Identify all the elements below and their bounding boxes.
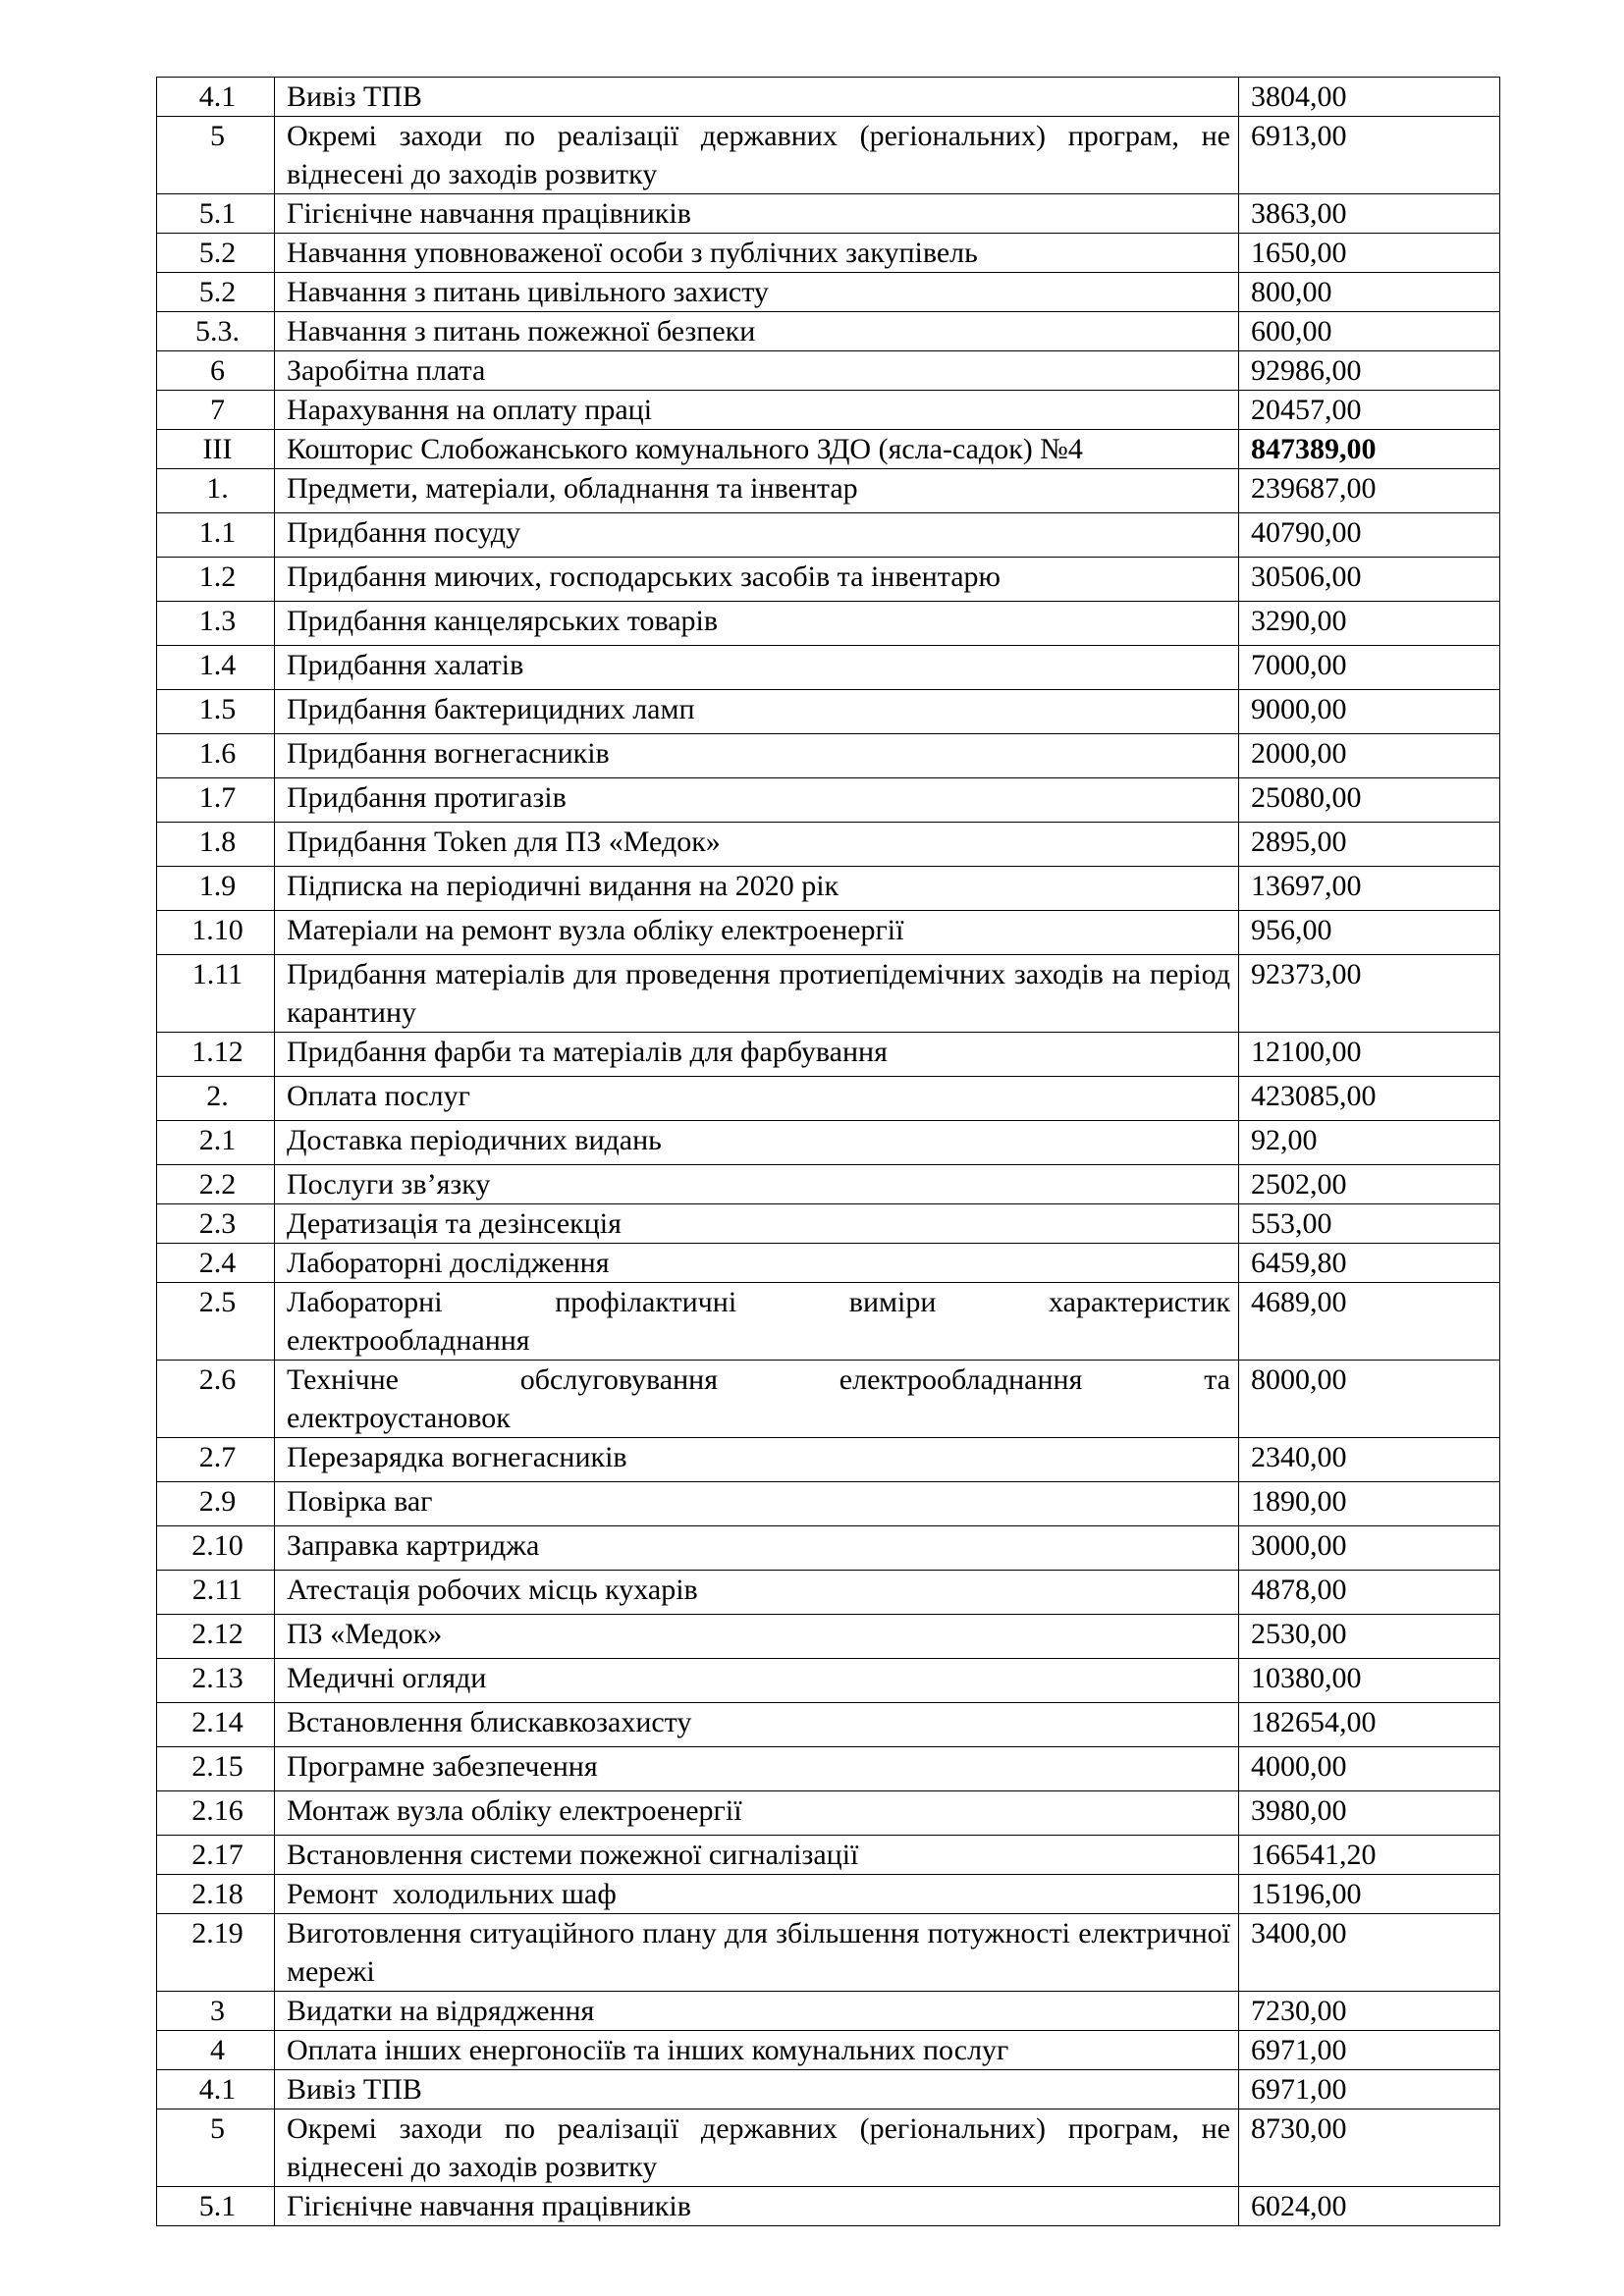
description-word: Технічне [287, 1363, 399, 1396]
row-number: 5 [157, 117, 275, 194]
row-amount: 12100,00 [1239, 1033, 1500, 1077]
row-description: Придбання фарби та матеріалів для фарбування [275, 1033, 1239, 1077]
row-number: 2.18 [157, 1875, 275, 1914]
row-number: 2.13 [157, 1659, 275, 1703]
row-amount: 800,00 [1239, 273, 1500, 312]
table-row [157, 1165, 1500, 1204]
table-row [157, 1077, 1500, 1121]
row-description: Заробітна плата [275, 351, 1239, 391]
row-description: Придбання посуду [275, 513, 1239, 558]
row-amount: 7000,00 [1239, 646, 1500, 690]
row-amount: 3980,00 [1239, 1791, 1500, 1836]
row-number: 1.6 [157, 734, 275, 778]
row-number: 2.5 [157, 1283, 275, 1361]
row-description: Доставка періодичних видань [275, 1121, 1239, 1165]
table-row [157, 312, 1500, 351]
row-description: Придбання халатів [275, 646, 1239, 690]
row-amount: 1890,00 [1239, 1482, 1500, 1526]
row-description: Лабораторні дослідження [275, 1244, 1239, 1283]
row-description: Нарахування на оплату праці [275, 391, 1239, 430]
row-description: Вивіз ТПВ [275, 2070, 1239, 2109]
row-description: Повірка ваг [275, 1482, 1239, 1526]
row-number: 1.12 [157, 1033, 275, 1077]
table-row [157, 1244, 1500, 1283]
row-description: Навчання з питань пожежної безпеки [275, 312, 1239, 351]
row-amount: 9000,00 [1239, 690, 1500, 734]
row-amount: 956,00 [1239, 911, 1500, 955]
row-description: Вивіз ТПВ [275, 78, 1239, 117]
description-line-1 [287, 1283, 1230, 1321]
row-amount: 30506,00 [1239, 558, 1500, 602]
row-description: Кошторис Слобожанського комунального ЗДО (ясла-садок) №4 [275, 430, 1239, 469]
table-row [157, 469, 1500, 513]
row-number: 1. [157, 469, 275, 513]
row-amount: 1650,00 [1239, 234, 1500, 273]
row-number: 4.1 [157, 78, 275, 117]
row-description: Придбання матеріалів для проведення протиепідемічних заходів на період карантину [275, 955, 1239, 1033]
table-row-section-total [157, 430, 1500, 469]
row-amount: 40790,00 [1239, 513, 1500, 558]
row-description: Навчання з питань цивільного захисту [275, 273, 1239, 312]
row-number: 3 [157, 1992, 275, 2031]
table-row [157, 1121, 1500, 1165]
row-amount: 2000,00 [1239, 734, 1500, 778]
table-row [157, 78, 1500, 117]
row-description: Програмне забезпечення [275, 1747, 1239, 1791]
row-number: ІІІ [157, 430, 275, 469]
budget-table [156, 77, 1500, 2226]
row-description: Придбання протигазів [275, 778, 1239, 823]
table-row [157, 1033, 1500, 1077]
row-description: Окремі заходи по реалізації державних (регіональних) програм, не віднесені до заходів розвитку [275, 117, 1239, 194]
row-description: Оплата послуг [275, 1077, 1239, 1121]
row-description: Придбання Token для ПЗ «Медок» [275, 823, 1239, 867]
row-number: 6 [157, 351, 275, 391]
table-row [157, 2070, 1500, 2109]
row-number: 1.9 [157, 867, 275, 911]
row-number: 2.16 [157, 1791, 275, 1836]
row-number: 2.19 [157, 1914, 275, 1992]
row-amount: 166541,20 [1239, 1836, 1500, 1875]
row-amount: 600,00 [1239, 312, 1500, 351]
row-number: 7 [157, 391, 275, 430]
row-description: Встановлення блискавкозахисту [275, 1703, 1239, 1747]
row-description: Встановлення системи пожежної сигналізації [275, 1836, 1239, 1875]
description-word: та [1204, 1363, 1230, 1396]
table-row [157, 1791, 1500, 1836]
table-row [157, 911, 1500, 955]
table-row [157, 1482, 1500, 1526]
row-number: 5 [157, 2109, 275, 2187]
table-row [157, 1836, 1500, 1875]
row-number: 5.2 [157, 273, 275, 312]
row-number: 2.2 [157, 1165, 275, 1204]
row-description: Гігієнічне навчання працівників [275, 194, 1239, 234]
row-number: 2. [157, 1077, 275, 1121]
description-line-2: електрообладнання [287, 1324, 530, 1357]
table-row [157, 2031, 1500, 2070]
row-description: Виготовлення ситуаційного плану для збільшення потужності електричної мережі [275, 1914, 1239, 1992]
row-amount: 2340,00 [1239, 1438, 1500, 1482]
row-number: 1.4 [157, 646, 275, 690]
table-row [157, 823, 1500, 867]
row-amount: 6024,00 [1239, 2187, 1500, 2226]
row-amount: 847389,00 [1239, 430, 1500, 469]
row-description: Окремі заходи по реалізації державних (регіональних) програм, не віднесені до заходів розвитку [275, 2109, 1239, 2187]
row-number: 1.8 [157, 823, 275, 867]
row-amount: 3290,00 [1239, 602, 1500, 646]
row-description: Видатки на відрядження [275, 1992, 1239, 2031]
row-number: 2.1 [157, 1121, 275, 1165]
row-number: 2.9 [157, 1482, 275, 1526]
table-row [157, 1615, 1500, 1659]
table-row [157, 391, 1500, 430]
row-amount: 6459,80 [1239, 1244, 1500, 1283]
row-number: 1.2 [157, 558, 275, 602]
table-row [157, 1914, 1500, 1992]
table-row [157, 1992, 1500, 2031]
row-amount: 4000,00 [1239, 1747, 1500, 1791]
row-amount: 92986,00 [1239, 351, 1500, 391]
table-row [157, 778, 1500, 823]
row-description: Придбання бактерицидних ламп [275, 690, 1239, 734]
row-description: Оплата інших енергоносіїв та інших комунальних послуг [275, 2031, 1239, 2070]
table-row [157, 117, 1500, 194]
row-amount: 2530,00 [1239, 1615, 1500, 1659]
row-number: 2.3 [157, 1204, 275, 1244]
row-amount: 553,00 [1239, 1204, 1500, 1244]
table-row [157, 1703, 1500, 1747]
row-description: ПЗ «Медок» [275, 1615, 1239, 1659]
description-line-2: електроустановок [287, 1402, 511, 1434]
row-amount: 13697,00 [1239, 867, 1500, 911]
row-number: 1.1 [157, 513, 275, 558]
row-description: Матеріали на ремонт вузла обліку електроенергії [275, 911, 1239, 955]
table-row [157, 1747, 1500, 1791]
row-number: 2.17 [157, 1836, 275, 1875]
row-number: 2.7 [157, 1438, 275, 1482]
row-description: Підписка на періодичні видання на 2020 рік [275, 867, 1239, 911]
row-number: 1.11 [157, 955, 275, 1033]
row-amount: 2502,00 [1239, 1165, 1500, 1204]
table-row [157, 646, 1500, 690]
row-number: 4 [157, 2031, 275, 2070]
table-row [157, 273, 1500, 312]
table-row [157, 1361, 1500, 1438]
row-description: Гігієнічне навчання працівників [275, 2187, 1239, 2226]
table-row [157, 1875, 1500, 1914]
row-number: 4.1 [157, 2070, 275, 2109]
table-row [157, 513, 1500, 558]
row-description [275, 1361, 1239, 1438]
table-row [157, 194, 1500, 234]
description-word: Лабораторні [287, 1286, 443, 1318]
table-row [157, 558, 1500, 602]
row-number: 5.1 [157, 2187, 275, 2226]
row-amount: 239687,00 [1239, 469, 1500, 513]
row-amount: 4689,00 [1239, 1283, 1500, 1361]
table-row [157, 1438, 1500, 1482]
row-number: 5.3. [157, 312, 275, 351]
row-number: 2.14 [157, 1703, 275, 1747]
table-row [157, 351, 1500, 391]
description-word: обслуговування [519, 1363, 718, 1396]
table-row [157, 2109, 1500, 2187]
row-number: 5.2 [157, 234, 275, 273]
table-row [157, 1526, 1500, 1571]
description-word: електрообладнання [839, 1363, 1083, 1396]
row-number: 1.10 [157, 911, 275, 955]
row-description: Перезарядка вогнегасників [275, 1438, 1239, 1482]
row-description: Ремонт холодильних шаф [275, 1875, 1239, 1914]
row-amount: 8000,00 [1239, 1361, 1500, 1438]
table-row [157, 1204, 1500, 1244]
row-number: 2.10 [157, 1526, 275, 1571]
description-word: виміри [848, 1286, 937, 1318]
row-amount: 10380,00 [1239, 1659, 1500, 1703]
row-amount: 15196,00 [1239, 1875, 1500, 1914]
row-amount: 8730,00 [1239, 2109, 1500, 2187]
table-row [157, 234, 1500, 273]
row-amount: 25080,00 [1239, 778, 1500, 823]
table-row [157, 1283, 1500, 1361]
row-number: 2.11 [157, 1571, 275, 1615]
row-amount: 3863,00 [1239, 194, 1500, 234]
row-amount: 4878,00 [1239, 1571, 1500, 1615]
row-amount: 2895,00 [1239, 823, 1500, 867]
row-number: 2.4 [157, 1244, 275, 1283]
table-row [157, 602, 1500, 646]
table-row [157, 690, 1500, 734]
row-description: Монтаж вузла обліку електроенергії [275, 1791, 1239, 1836]
row-amount: 3400,00 [1239, 1914, 1500, 1992]
row-description: Придбання миючих, господарських засобів та інвентарю [275, 558, 1239, 602]
row-amount: 6913,00 [1239, 117, 1500, 194]
row-amount: 6971,00 [1239, 2031, 1500, 2070]
row-amount: 3804,00 [1239, 78, 1500, 117]
description-word: характеристик [1049, 1286, 1230, 1318]
row-amount: 7230,00 [1239, 1992, 1500, 2031]
row-amount: 20457,00 [1239, 391, 1500, 430]
row-description: Дератизація та дезінсекція [275, 1204, 1239, 1244]
row-description: Навчання уповноваженої особи з публічних закупівель [275, 234, 1239, 273]
row-number: 2.12 [157, 1615, 275, 1659]
description-line-1 [287, 1361, 1230, 1399]
row-amount: 423085,00 [1239, 1077, 1500, 1121]
row-description: Предмети, матеріали, обладнання та інвентар [275, 469, 1239, 513]
row-amount: 92373,00 [1239, 955, 1500, 1033]
table-row [157, 1571, 1500, 1615]
row-number: 1.3 [157, 602, 275, 646]
row-description: Медичні огляди [275, 1659, 1239, 1703]
table-row [157, 734, 1500, 778]
row-description: Заправка картриджа [275, 1526, 1239, 1571]
row-description: Придбання канцелярських товарів [275, 602, 1239, 646]
row-amount: 92,00 [1239, 1121, 1500, 1165]
row-number: 1.7 [157, 778, 275, 823]
row-description: Придбання вогнегасників [275, 734, 1239, 778]
row-amount: 6971,00 [1239, 2070, 1500, 2109]
table-row [157, 1659, 1500, 1703]
row-number: 5.1 [157, 194, 275, 234]
row-amount: 3000,00 [1239, 1526, 1500, 1571]
row-number: 2.6 [157, 1361, 275, 1438]
row-description: Атестація робочих місць кухарів [275, 1571, 1239, 1615]
row-number: 2.15 [157, 1747, 275, 1791]
table-row [157, 955, 1500, 1033]
row-number: 1.5 [157, 690, 275, 734]
description-word: профілактичні [555, 1286, 737, 1318]
row-description: Послуги зв’язку [275, 1165, 1239, 1204]
row-description [275, 1283, 1239, 1361]
row-amount: 182654,00 [1239, 1703, 1500, 1747]
table-row [157, 867, 1500, 911]
table-row [157, 2187, 1500, 2226]
